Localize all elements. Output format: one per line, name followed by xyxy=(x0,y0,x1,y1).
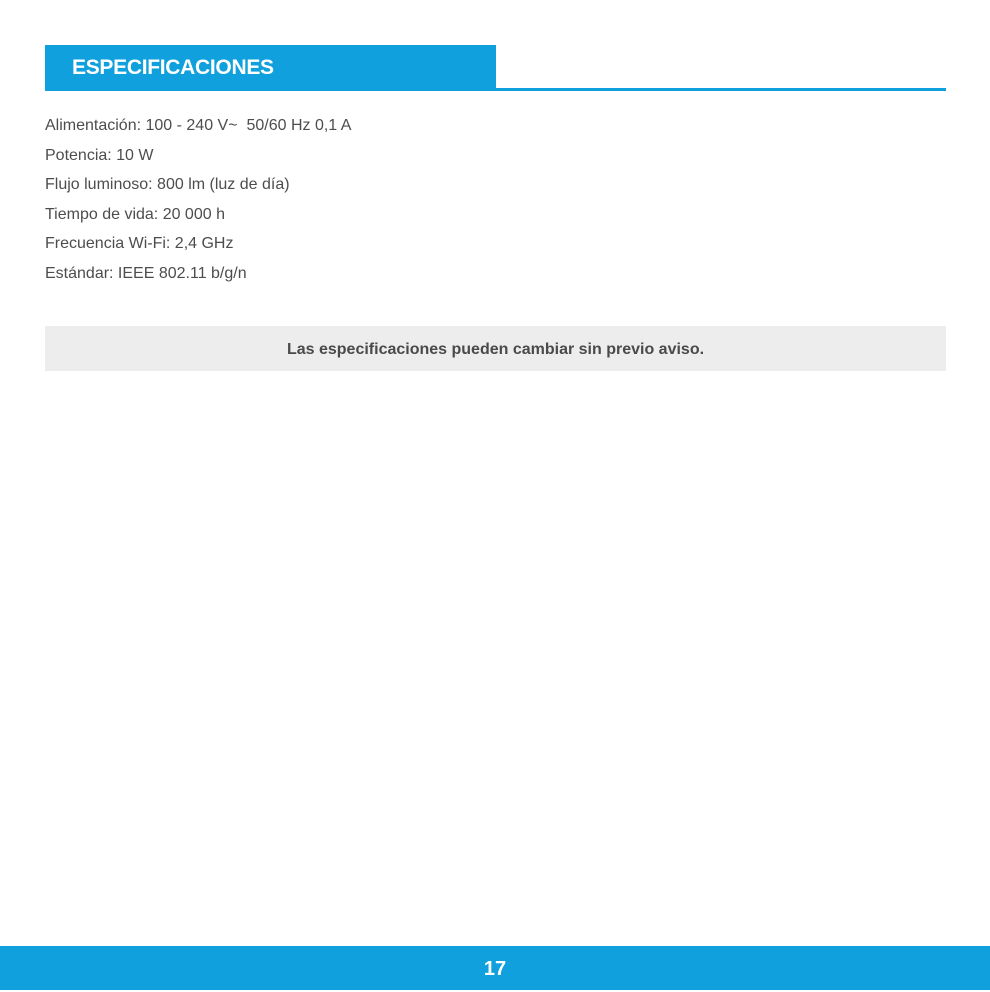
section-title-tab xyxy=(45,45,496,89)
footer-bar xyxy=(0,946,990,990)
spec-item-power-supply: Alimentación: 100 - 240 V~ 50/60 Hz 0,1 A xyxy=(45,117,352,134)
section-title: ESPECIFICACIONES xyxy=(72,56,274,79)
spec-item-wifi-frequency: Frecuencia Wi-Fi: 2,4 GHz xyxy=(45,235,234,252)
spec-item-luminous-flux: Flujo luminoso: 800 lm (luz de día) xyxy=(45,176,290,193)
section-divider xyxy=(45,88,946,91)
section-header xyxy=(45,45,946,91)
spec-item-power: Potencia: 10 W xyxy=(45,146,154,164)
notice-text: Las especificaciones pueden cambiar sin previo aviso. xyxy=(286,341,705,358)
spec-item-standard: Estándar: IEEE 802.11 b/g/n xyxy=(45,264,247,282)
spec-item-lifetime: Tiempo de vida: 20 000 h xyxy=(45,205,225,223)
spec-list xyxy=(45,111,351,288)
page-number: 17 xyxy=(483,958,507,980)
notice-box xyxy=(45,326,946,371)
